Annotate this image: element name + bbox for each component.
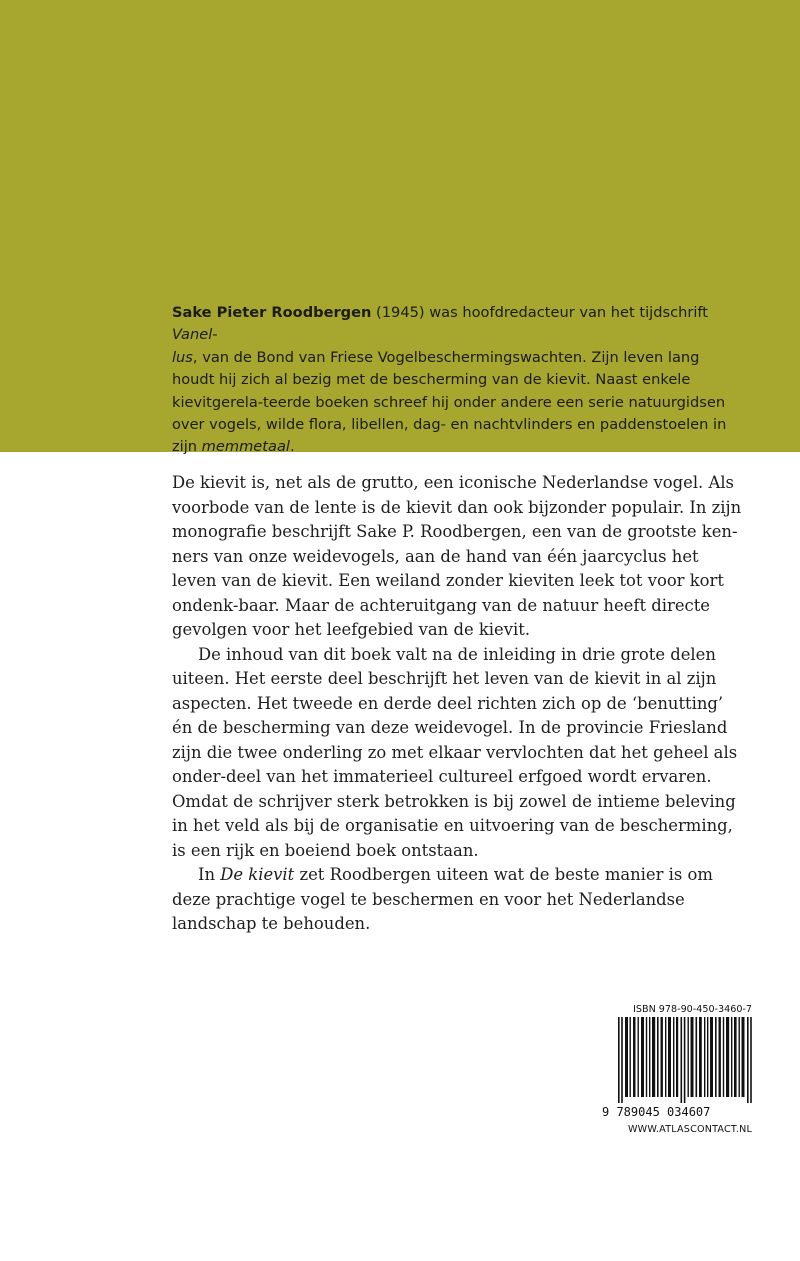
- bio-end: .: [289, 438, 295, 456]
- magazine-title-2: lus: [172, 348, 193, 366]
- bio-text-1: (1945) was hoofdredacteur van het tijdschrift: [371, 304, 709, 321]
- publisher-website: WWW.ATLASCONTACT.NL: [627, 1124, 752, 1135]
- blurb-p3-start: In: [198, 865, 221, 884]
- bio-text-2: , van de Bond van Friese Vogelbeschermingswachten. Zijn leven lang houdt hij zich al bezig met de bescherming van de kievit. Naast enkele kievitgerela-teerde boeken schreef hij onder andere een serie natuurgidsen over vogels, wilde flora, libellen, dag- en nachtvlinders en paddenstoelen in zijn: [172, 348, 727, 456]
- book-title: De kievit: [220, 865, 295, 884]
- blurb-p3-rest: zet Roodbergen uiteen wat de beste manier is om deze prachtige vogel te beschermen en voor het Nederlandse landschap te behouden.: [172, 865, 713, 933]
- blurb-paragraph-2: De inhoud van dit boek valt na de inleiding in drie grote delen uiteen. Het eerste deel beschrijft het leven van de kievit in al zijn aspecten. Het tweede en derde deel richten zich op de ‘benutting’ én de bescherming van deze weidevogel. In de provincie Friesland zijn die twee onderling zo met elkaar vervlochten dat het geheel als onder-deel van het immaterieel cultureel erfgoed wordt ervaren. Omdat de schrijver sterk betrokken is bij zowel de intieme beleving in het veld als bij de organisatie en uitvoering van de bescherming, is een rijk en boeiend boek ontstaan.: [172, 644, 738, 860]
- author-name: Sake Pieter Roodbergen: [172, 304, 372, 321]
- barcode-number: 9 789045 034607: [602, 1105, 711, 1119]
- magazine-title-1: Vanel-: [172, 326, 218, 344]
- barcode-icon: [618, 1017, 752, 1103]
- author-bio: [172, 302, 732, 459]
- blurb-paragraph-3: [172, 863, 742, 937]
- blurb-paragraph-1: De kievit is, net als de grutto, een iconische Nederlandse vogel. Als voorbode van de lente is de kievit dan ook bijzonder populair. In zijn monografie beschrijft Sake P. Roodbergen, een van de grootste ken-ners van onze weidevogels, aan de hand van één jaarcyclus het leven van de kievit. Een weiland zonder kieviten leek tot voor kort ondenk-baar. Maar de achteruitgang van de natuur heeft directe gevolgen voor het leefgebied van de kievit.: [172, 473, 742, 639]
- isbn-label: ISBN 978-90-450-3460-7: [633, 1004, 752, 1015]
- book-blurb: [172, 471, 742, 937]
- language-word: memmetaal: [201, 438, 290, 456]
